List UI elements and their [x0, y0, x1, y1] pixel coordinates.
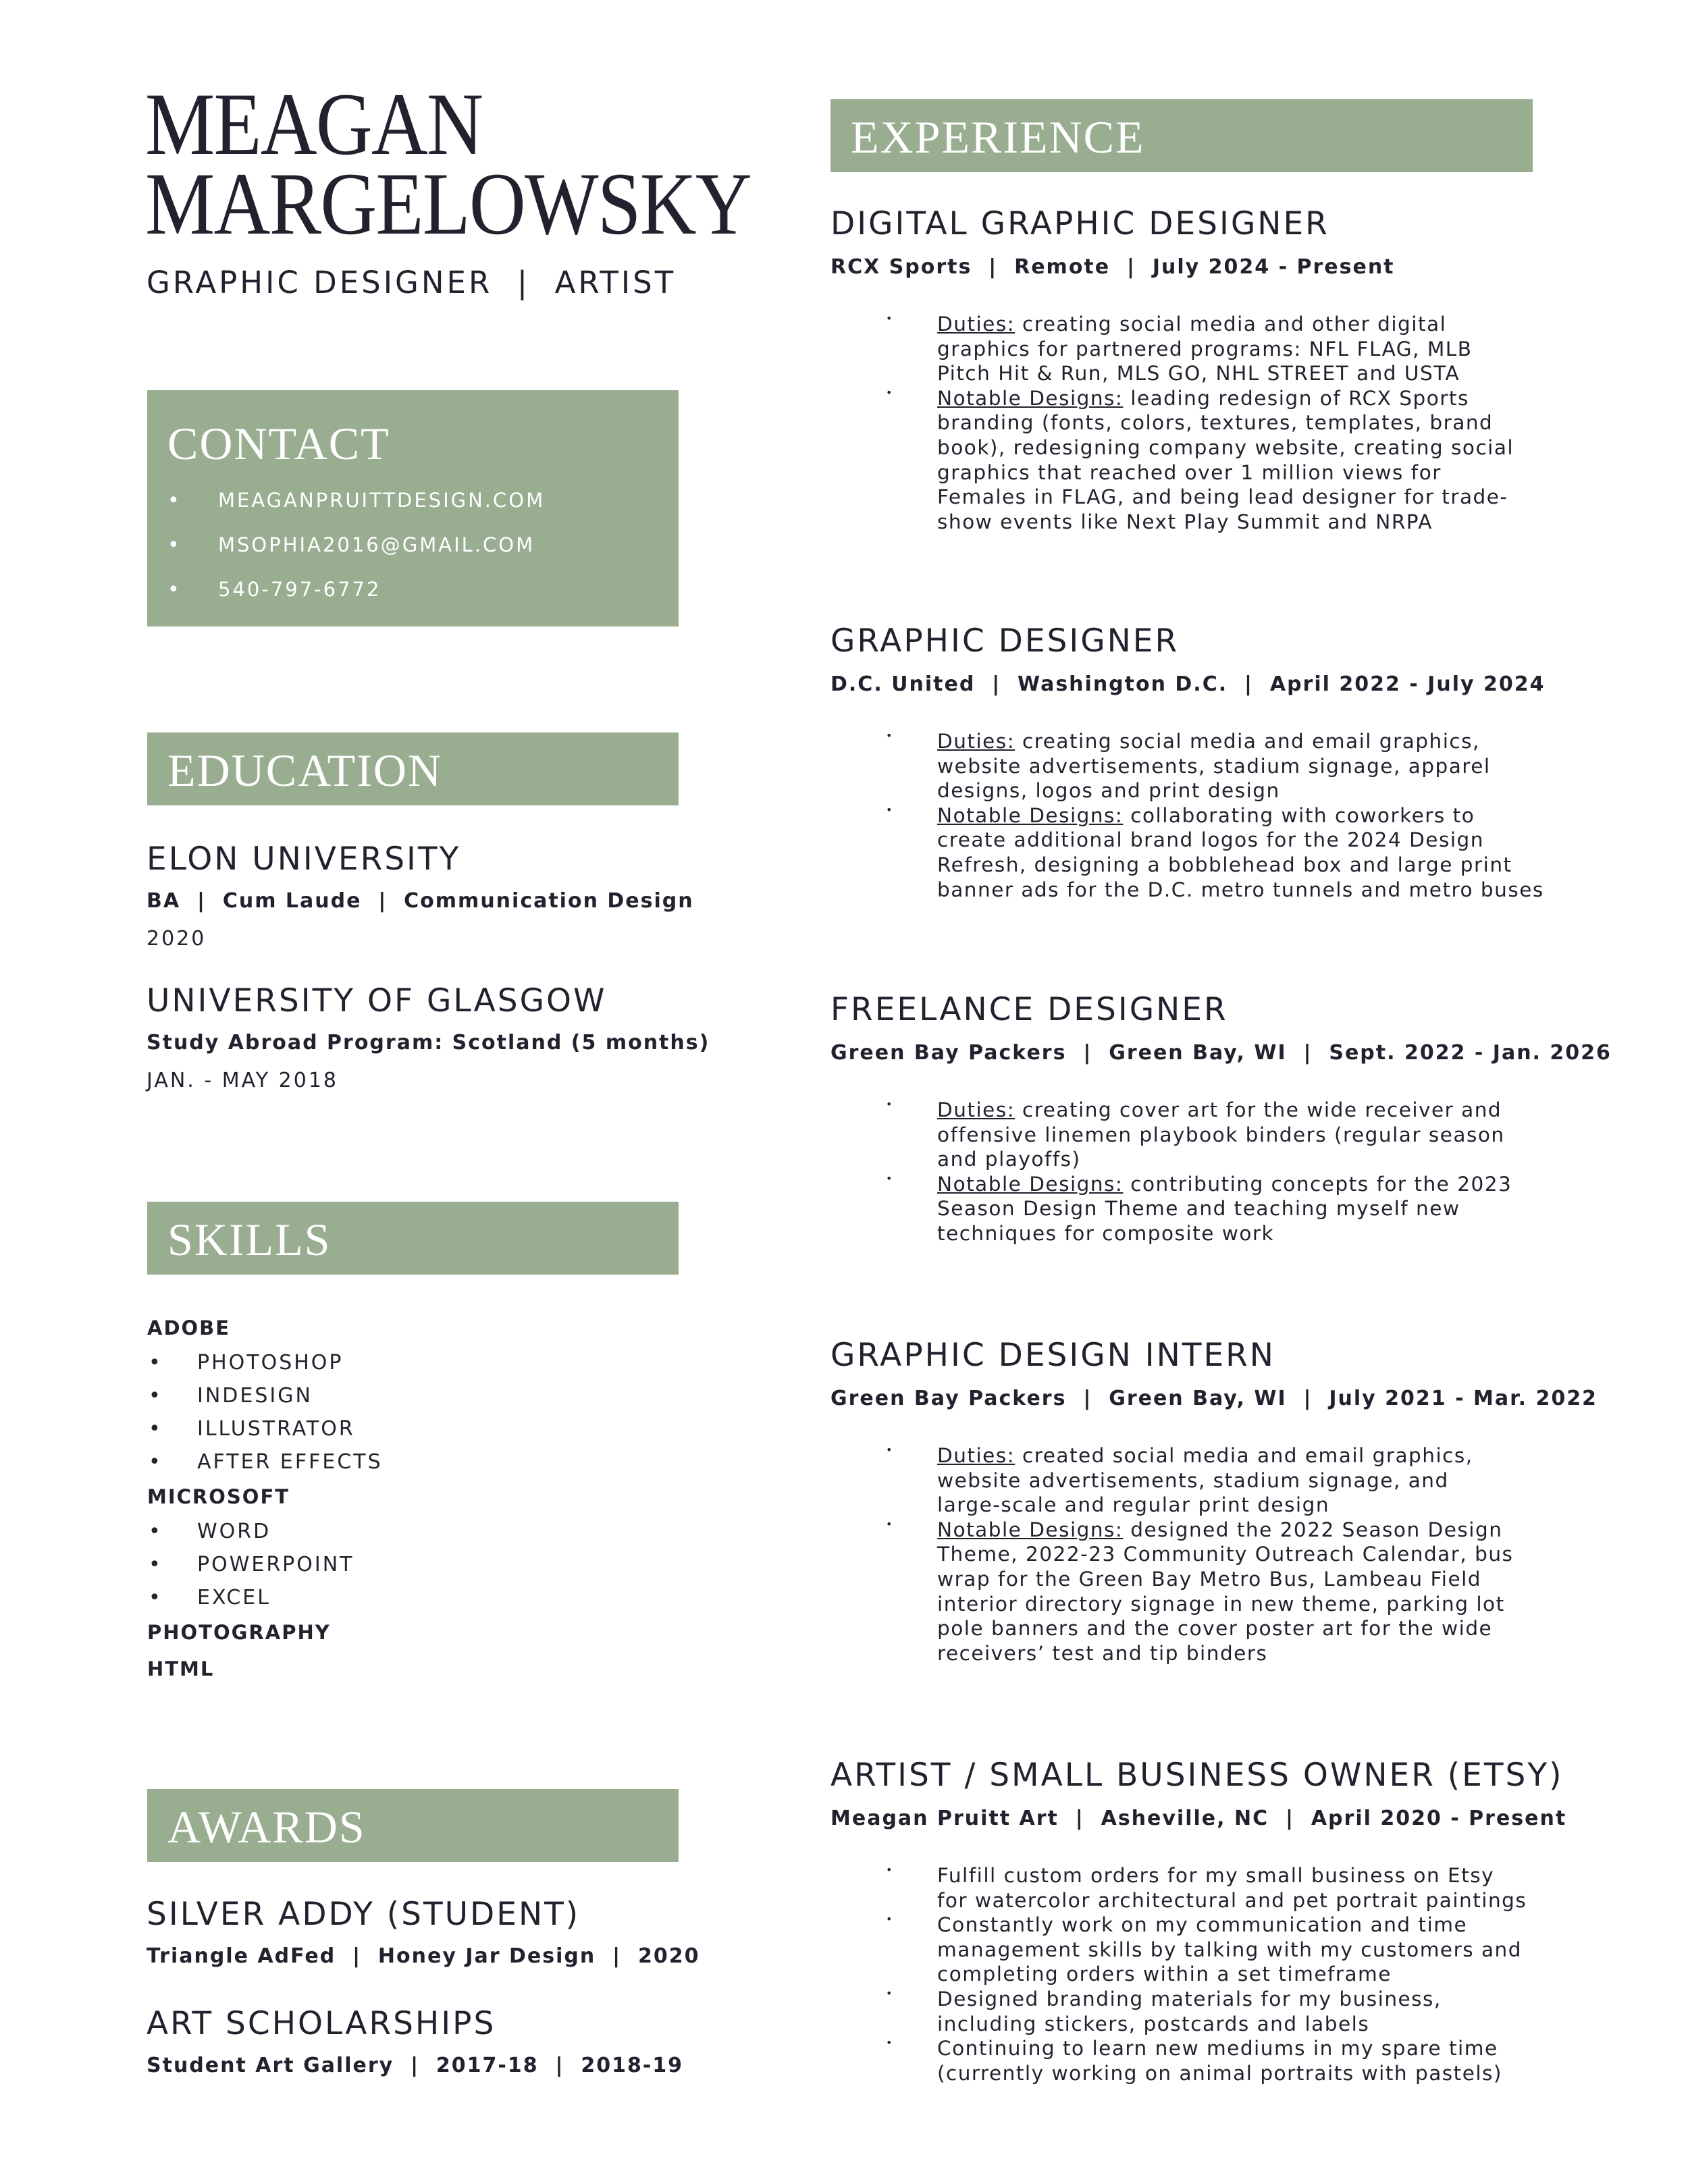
award-name-1: SILVER ADDY (STUDENT) [147, 1896, 581, 1933]
contact-heading: CONTACT [167, 418, 390, 469]
skill-item: • INDESIGN [149, 1384, 313, 1408]
job-title-1: DIGITAL GRAPHIC DESIGNER [830, 205, 1329, 242]
education-heading: EDUCATION [147, 733, 679, 805]
skill-item: • PHOTOSHOP [149, 1351, 344, 1375]
list-item: • Notable Designs: contributing concepts for the 2023 Season Design Theme and teaching myself new techniques for composite work [886, 1171, 1512, 1245]
award-detail-2: Student Art Gallery | 2017-18 | 2018-19 [147, 2054, 684, 2077]
education-detail-1: BA | Cum Laude | Communication Design [147, 889, 694, 913]
job-title-3: FREELANCE DESIGNER [830, 991, 1228, 1028]
contact-list [167, 478, 545, 612]
job-bullets-2 [886, 729, 1544, 902]
education-school-1: ELON UNIVERSITY [147, 841, 461, 878]
job-bullets-1 [886, 312, 1514, 534]
education-school-2: UNIVERSITY OF GLASGOW [147, 982, 607, 1019]
list-item: • Duties: creating social media and email graphics, website advertisements, stadium signage, apparel designs, logos and print design [886, 729, 1491, 803]
education-date-1: 2020 [147, 927, 207, 951]
job-title-5: ARTIST / SMALL BUSINESS OWNER (ETSY) [830, 1757, 1564, 1794]
list-item: • Duties: creating social media and other digital graphics for partnered programs: NFL FLAG, MLB Pitch Hit & Run, MLS GO, NHL STREET and USTA [886, 312, 1473, 385]
award-name-2: ART SCHOLARSHIPS [147, 2005, 496, 2042]
name-first: MEAGAN [145, 74, 483, 174]
contact-section [147, 390, 679, 627]
skills-category-photography: PHOTOGRAPHY [147, 1621, 331, 1644]
education-date-2: JAN. - MAY 2018 [147, 1069, 339, 1092]
skills-list [147, 1310, 383, 1687]
job-sub-3: Green Bay Packers | Green Bay, WI | Sept. 2022 - Jan. 2026 [830, 1041, 1612, 1065]
award-detail-1: Triangle AdFed | Honey Jar Design | 2020 [147, 1944, 700, 1968]
name-last: MARGELOWSKY [145, 154, 751, 253]
list-item: • Fulfill custom orders for my small business on Etsy for watercolor architectural and pet portrait paintings [886, 1863, 1527, 1912]
job-bullets-4 [886, 1443, 1514, 1666]
contact-website[interactable]: • MEAGANPRUITTDESIGN.COM [167, 489, 546, 512]
list-item: • Continuing to learn new mediums in my spare time (currently working on animal portraits with pastels) [886, 2036, 1502, 2085]
job-sub-4: Green Bay Packers | Green Bay, WI | July 2021 - Mar. 2022 [830, 1387, 1598, 1410]
skill-item: • AFTER EFFECTS [149, 1450, 383, 1474]
skill-item: • ILLUSTRATOR [149, 1417, 355, 1441]
skills-category-html: HTML [147, 1657, 215, 1680]
list-item: • Duties: creating cover art for the wide receiver and offensive linemen playbook binders (regular season and playoffs) [886, 1098, 1505, 1171]
contact-email[interactable]: • MSOPHIA2016@GMAIL.COM [167, 533, 535, 557]
job-title-2: GRAPHIC DESIGNER [830, 622, 1180, 660]
contact-phone[interactable]: • 540-797-6772 [167, 578, 381, 602]
job-sub-1: RCX Sports | Remote | July 2024 - Present [830, 255, 1395, 279]
experience-heading: EXPERIENCE [830, 99, 1533, 172]
education-detail-2: Study Abroad Program: Scotland (5 months) [147, 1031, 710, 1055]
job-sub-2: D.C. United | Washington D.C. | April 2022 - July 2024 [830, 672, 1546, 696]
skill-item: • EXCEL [149, 1586, 271, 1609]
list-item: • Constantly work on my communication and time management skills by talking with my customers and completing orders within a set timeframe [886, 1913, 1522, 1986]
list-item: • Notable Designs: collaborating with coworkers to create additional brand logos for the 2024 Design Refresh, designing a bobblehead box and large print banner ads for the D.C. metro tunnels and metro buses [886, 803, 1544, 901]
skill-item: • WORD [149, 1520, 271, 1543]
skills-heading: SKILLS [147, 1202, 679, 1275]
list-item: • Duties: created social media and email graphics, website advertisements, stadium signage, and large-scale and regular print design [886, 1443, 1473, 1517]
candidate-name [145, 74, 751, 253]
skills-category-microsoft: MICROSOFT [147, 1485, 290, 1508]
job-title-4: GRAPHIC DESIGN INTERN [830, 1337, 1275, 1374]
job-subtitle: GRAPHIC DESIGNER | ARTIST [147, 265, 677, 300]
list-item: • Designed branding materials for my business, including stickers, postcards and labels [886, 1986, 1442, 2035]
skill-item: • POWERPOINT [149, 1553, 354, 1576]
skills-category-adobe: ADOBE [147, 1316, 231, 1339]
list-item: • Notable Designs: designed the 2022 Season Design Theme, 2022-23 Community Outreach Calendar, bus wrap for the Green Bay Metro Bus, Lambeau Field interior directory signage in new theme, parking lot pole banners and the cover poster art for the wide receivers’ test and tip binders [886, 1517, 1514, 1665]
job-sub-5: Meagan Pruitt Art | Asheville, NC | April 2020 - Present [830, 1807, 1567, 1830]
job-bullets-3 [886, 1098, 1512, 1246]
job-bullets-5 [886, 1863, 1527, 2085]
list-item: • Notable Designs: leading redesign of RCX Sports branding (fonts, colors, textures, templates, brand book), redesigning company website, creating social graphics that reached over 1 million views for Females in FLAG, and being lead designer for trade- show events like Next Play Summit and NRPA [886, 385, 1514, 533]
awards-heading: AWARDS [147, 1789, 679, 1862]
